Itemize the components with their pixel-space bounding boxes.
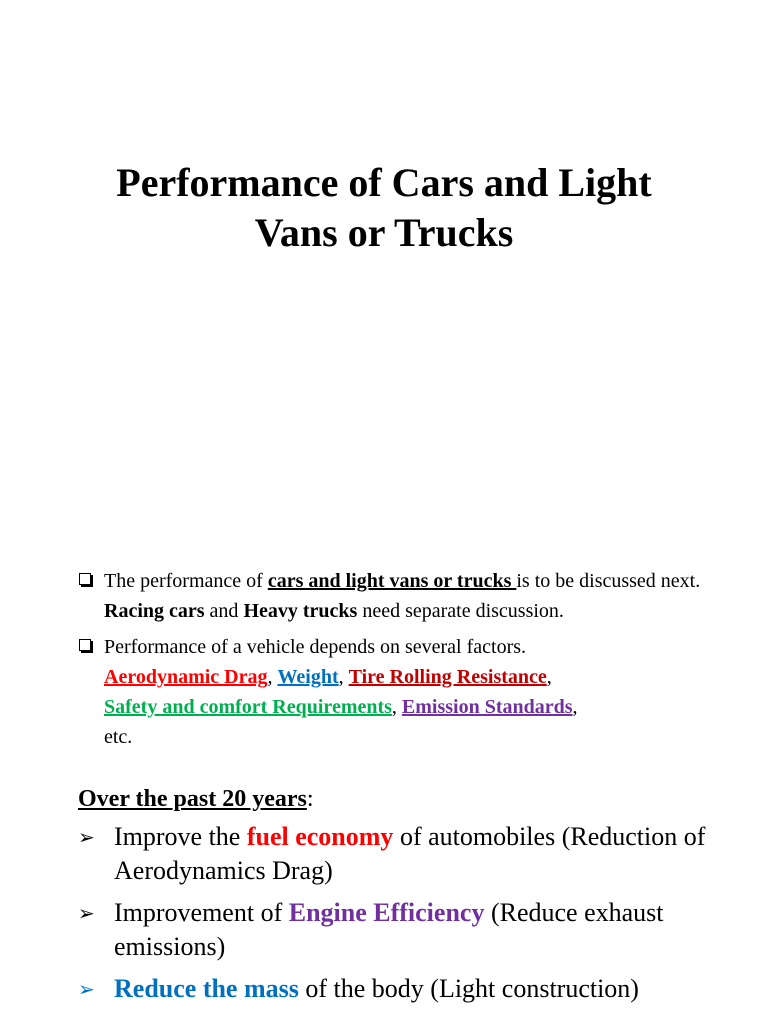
bullet-text: The performance of [104,570,268,592]
arrow-text: of automobiles (Reduction of Aerodynamics Drag) [114,822,706,885]
arrow-emphasis-fuel-economy: fuel economy [246,822,394,851]
arrow-text: of the body (Light construction) [298,974,639,1003]
factor-safety-comfort: Safety and comfort Requirements [104,696,392,718]
bullet-item [78,632,708,752]
separator: , [391,696,402,718]
bullet-emphasis: cars and light vans or trucks [267,570,517,592]
factor-tire-rolling-resistance: Tire Rolling Resistance [348,666,547,688]
separator: , [572,696,578,718]
bullet-text: need separate discussion. [357,600,564,622]
factor-aerodynamic-drag: Aerodynamic Drag [104,666,268,688]
arrow-item [78,972,738,1006]
arrow-emphasis-engine-efficiency: Engine Efficiency [288,898,485,927]
arrow-bullet-icon: ➢ [78,825,95,849]
separator: , [267,666,278,688]
separator: , [338,666,349,688]
slide-title-line-2: Vans or Trucks [254,210,514,255]
slide-title-line-1: Performance of Cars and Light [116,160,652,205]
bullet-list [78,566,708,752]
section-heading [78,783,314,815]
arrow-text: Improvement of [114,898,289,927]
bullet-emphasis: Racing cars [104,600,205,622]
arrow-list [78,820,738,1014]
arrow-bullet-icon: ➢ [78,901,95,925]
slide-title [40,158,728,258]
arrow-text: (Reduce exhaust emissions) [114,898,664,961]
factor-weight: Weight [277,666,339,688]
arrow-item [78,896,738,964]
bullet-text: and [204,600,244,622]
square-bullet-icon [79,639,91,651]
separator: , [546,666,552,688]
section-heading-colon: : [306,786,314,812]
arrow-text: Improve the [114,822,247,851]
bullet-item [78,566,708,626]
arrow-bullet-icon: ➢ [78,977,95,1001]
arrow-item [78,820,738,888]
arrow-emphasis-reduce-mass: Reduce the mass [114,974,299,1003]
bullet-text: Performance of a vehicle depends on several factors. [104,636,527,658]
section-heading-text: Over the past 20 years [78,786,307,812]
bullet-emphasis: Heavy trucks [243,600,358,622]
bullet-text: etc. [104,726,133,748]
bullet-text: is to be discussed next. [516,570,701,592]
factor-emission-standards: Emission Standards [401,696,573,718]
square-bullet-icon [79,573,91,585]
